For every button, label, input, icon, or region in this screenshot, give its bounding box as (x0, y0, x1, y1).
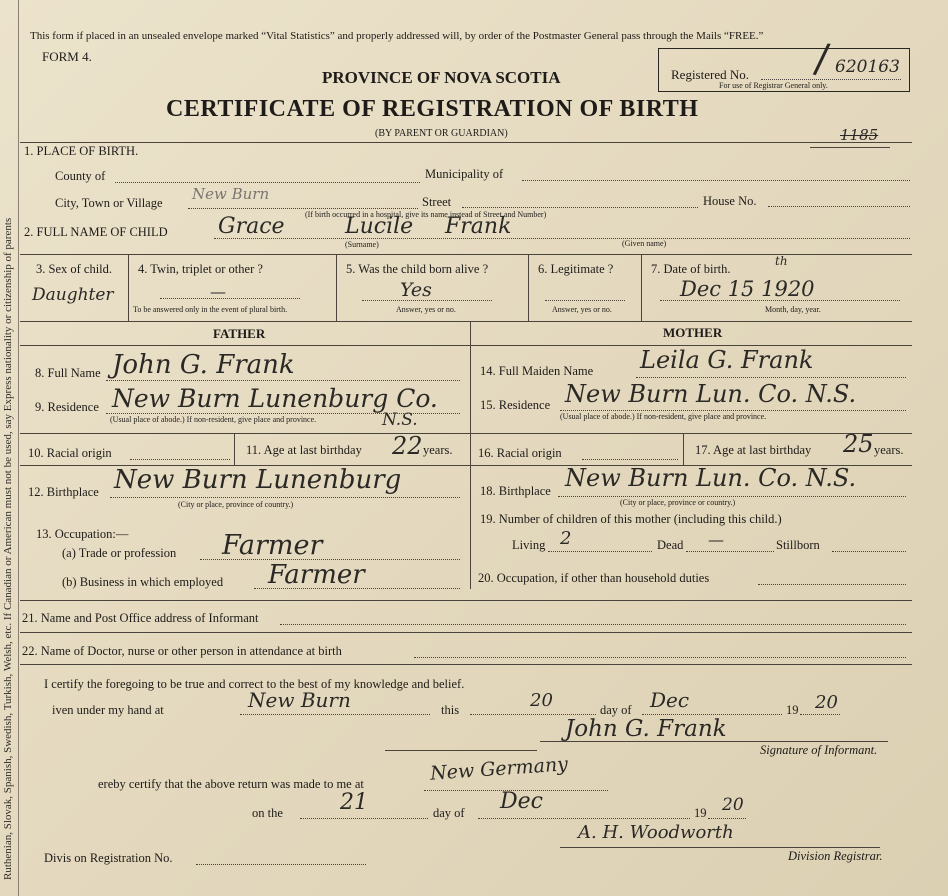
children-count-label: 19. Number of children of this mother (including this child.) (480, 512, 782, 526)
postal-notice: This form if placed in an unsealed envelope marked “Vital Statistics” and properly addressed will, by order of the Postmaster General pass through the Mails “FREE.” (30, 30, 764, 42)
father-birthplace-value: New Burn Lunenburg (114, 465, 402, 495)
plural-birth-label: 4. Twin, triplet or other ? (138, 262, 263, 276)
certify-month-value: Dec (650, 688, 690, 712)
plural-birth-value: — (210, 282, 226, 301)
date-of-birth-value: Dec 15 1920 (680, 277, 815, 301)
father-age-years: years. (423, 443, 453, 457)
certify-year-prefix: 19 (786, 703, 799, 717)
certify-dayof-label: day of (600, 703, 632, 717)
father-name-label: 8. Full Name (35, 366, 101, 380)
city-value: New Burn (192, 185, 270, 203)
registrar-dayof-label: day of (433, 806, 465, 820)
division-registration-label: Divis on Registration No. (44, 851, 173, 865)
certificate-subtitle: (BY PARENT OR GUARDIAN) (375, 128, 508, 139)
sex-label: 3. Sex of child. (36, 262, 113, 276)
registered-label: Registered No. (671, 67, 749, 82)
father-name-value: John G. Frank (112, 350, 295, 380)
province-heading: PROVINCE OF NOVA SCOTIA (322, 68, 561, 87)
date-of-birth-note: Month, day, year. (765, 305, 821, 314)
registrar-on-label: on the (252, 806, 283, 820)
father-residence-note: (Usual place of abode.) If non-resident, give place and province. (110, 415, 317, 424)
registrar-year-value: 20 (722, 795, 744, 815)
certify-day-value: 20 (530, 690, 553, 711)
registrar-check-mark: / (811, 35, 832, 83)
registrar-certify-text: ereby certify that the above return was made to me at (98, 777, 364, 791)
child-name-label: 2. FULL NAME OF CHILD (24, 225, 168, 239)
father-occupation-label: 13. Occupation:— (36, 527, 129, 541)
father-residence-label: 9. Residence (35, 400, 99, 414)
street-label: Street (422, 195, 452, 209)
certify-this-label: this (441, 703, 460, 717)
child-given-name: Grace (218, 214, 285, 239)
father-birthplace-note: (City or place, province of country.) (178, 500, 294, 509)
stillborn-label: Stillborn (776, 538, 820, 552)
mother-racial-label: 16. Racial origin (478, 446, 562, 460)
registrar-place-value: New Germany (429, 753, 569, 785)
registrar-month-value: Dec (500, 789, 543, 814)
registered-number-box (658, 48, 910, 92)
form-number: FORM 4. (42, 49, 92, 64)
child-surname: Frank (445, 214, 512, 239)
mother-residence-label: 15. Residence (480, 398, 551, 412)
mother-name-value: Leila G. Frank (640, 346, 814, 374)
mother-age-label: 17. Age at last birthday (695, 443, 812, 457)
registrar-signature-label: Division Registrar. (788, 849, 883, 863)
street-note: (If birth occurred in a hospital, give its name instead of Street and Number) (305, 210, 547, 219)
margin-rule (18, 0, 19, 896)
certify-statement: I certify the foregoing to be true and correct to the best of my knowledge and belief. (44, 677, 465, 691)
plural-birth-note: To be answered only in the event of plural birth. (133, 305, 288, 314)
mother-birthplace-value: New Burn Lun. Co. N.S. (565, 464, 857, 492)
mother-birthplace-note: (City or place, province or country.) (620, 498, 736, 507)
mother-birthplace-label: 18. Birthplace (480, 484, 551, 498)
father-age-value: 22 (392, 432, 423, 460)
father-residence-value: New Burn Lunenburg Co. (112, 384, 438, 413)
doctor-label: 22. Name of Doctor, nurse or other person in attendance at birth (22, 644, 342, 658)
registrar-day-value: 21 (340, 790, 368, 815)
child-middle-name: Lucile (345, 214, 414, 239)
father-age-label: 11. Age at last birthday (246, 443, 362, 457)
house-number-label: House No. (703, 194, 757, 208)
father-birthplace-label: 12. Birthplace (28, 485, 99, 499)
informant-signature-label: Signature of Informant. (760, 743, 878, 757)
sex-value: Daughter (32, 285, 114, 305)
date-of-birth-suffix: th (775, 254, 788, 268)
mother-occupation-label: 20. Occupation, if other than household duties (478, 571, 710, 585)
mother-residence-note: (Usual place of abode.) If non-resident, give place and province. (560, 412, 767, 421)
living-label: Living (512, 538, 546, 552)
trade-value: Farmer (222, 530, 323, 561)
father-header: FATHER (213, 326, 266, 341)
father-residence-province: N.S. (382, 410, 418, 430)
county-label: County of (55, 169, 106, 183)
mother-name-label: 14. Full Maiden Name (480, 364, 594, 378)
municipality-label: Municipality of (425, 167, 504, 181)
born-alive-value: Yes (400, 279, 432, 301)
old-number: 1185 (840, 126, 879, 144)
mother-residence-value: New Burn Lun. Co. N.S. (565, 380, 857, 408)
mother-age-years: years. (874, 443, 904, 457)
mother-age-value: 25 (843, 430, 874, 458)
certificate-title: CERTIFICATE OF REGISTRATION OF BIRTH (166, 96, 699, 122)
business-label: (b) Business in which employed (62, 575, 224, 589)
registered-value: 620163 (835, 57, 900, 77)
certify-year-value: 20 (815, 692, 838, 713)
dead-value: — (708, 530, 724, 549)
registrar-signature: A. H. Woodworth (578, 822, 734, 843)
informant-label: 21. Name and Post Office address of Informant (22, 611, 259, 625)
given-name-note: (Given name) (622, 239, 667, 248)
legitimate-note: Answer, yes or no. (552, 305, 612, 314)
business-value: Farmer (268, 560, 365, 590)
city-label: City, Town or Village (55, 196, 163, 210)
registered-note: For use of Registrar General only. (719, 81, 828, 90)
place-of-birth-label: 1. PLACE OF BIRTH. (24, 144, 139, 158)
date-of-birth-label: 7. Date of birth. (651, 262, 731, 276)
legitimate-label: 6. Legitimate ? (538, 262, 614, 276)
mother-header: MOTHER (663, 325, 723, 340)
margin-instructions: Ruthenian, Slovak, Spanish, Swedish, Turkish, Welsh, etc. If Canadian or American must not be used, say Express nationality or citizenship of parents (2, 217, 14, 880)
dead-label: Dead (657, 538, 684, 552)
registrar-year-prefix: 19 (694, 806, 707, 820)
living-value: 2 (560, 528, 572, 549)
surname-note: (Surname) (345, 240, 379, 249)
trade-label: (a) Trade or profession (62, 546, 177, 560)
informant-signature: John G. Frank (565, 716, 727, 742)
given-under-label: iven under my hand at (52, 703, 164, 717)
born-alive-note: Answer, yes or no. (396, 305, 456, 314)
born-alive-label: 5. Was the child born alive ? (346, 262, 489, 276)
father-racial-label: 10. Racial origin (28, 446, 112, 460)
certify-place-value: New Burn (248, 688, 351, 712)
